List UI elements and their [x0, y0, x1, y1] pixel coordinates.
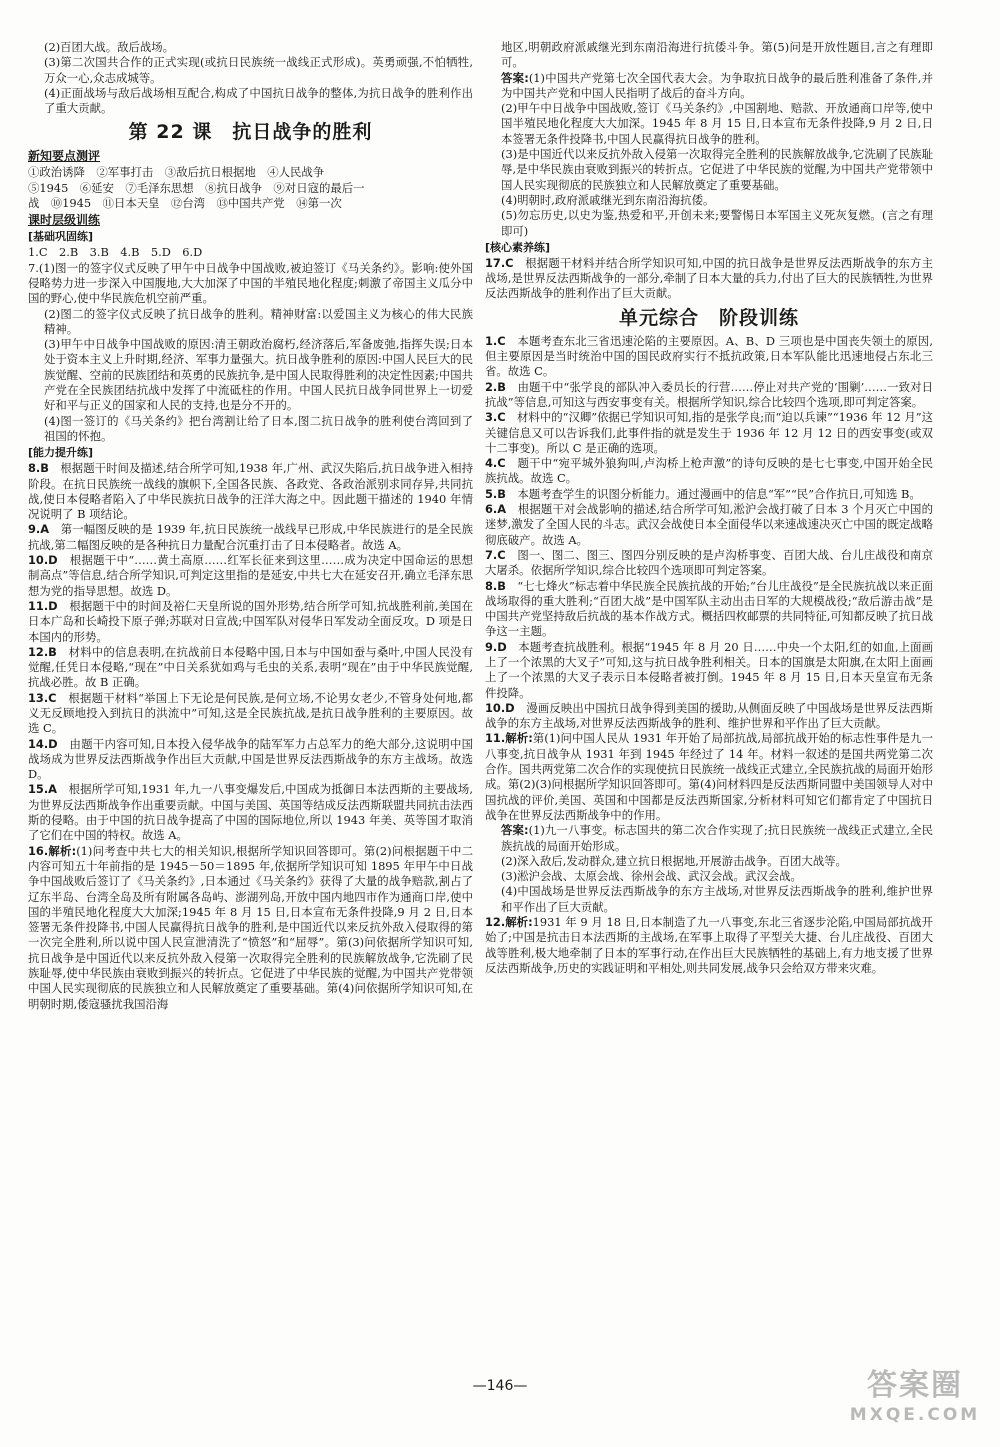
unit-question-item: 8.B “七七烽火”标志着中华民族全民族抗战的开始;“台儿庄战役”是全民族抗战以来正面战场取得的重大胜利;“百团大战”是中国军队主动出击日军的大规模战役;“敌后游击战”是中国共产党坚持敌后抗战的基本作战方式。概括四枚邮票的共同特征,可知都反映了抗日战争这一主题。: [485, 578, 933, 639]
question-item: 12.B 材料中的信息表明,在抗战前日本侵略中国,日本与中国如蚕与桑叶,中国人民没有觉醒,任凭日本侵略,“现在”中日关系犹如鸡与毛虫的关系,表明“现在”由于中华民族觉醒,抗战必胜。故 B 正确。: [28, 644, 473, 690]
basic-practice-label: [基础巩固练]: [28, 230, 94, 244]
prev-answer-3: (3)第二次国共合作的正式实现(或抗日民族统一战线正式形成)。英勇顽强,不怕牺牲,万众一心,众志成城等。: [44, 55, 473, 85]
unit-question-item: 3.C 材料中的“汉卿”依据已学知识可知,指的是张学良;而“迫以兵谏”“1936 年 12 月”这关键信息又可以告诉我们,此事件指的就是发生于 1936 年 12 月 12 日的西安事变(或双十二事变)。所以 C 是正确的选项。: [485, 410, 933, 455]
q16-answer: (3)是中国近代以来反抗外敌入侵第一次取得完全胜利的民族解放战争,它洗刷了民族耻辱,是中华民族由衰败到振兴的转折点。它促进了中华民族的觉醒,为中国共产党带领中国人民实现彻底的民族独立和人民解放奠定了重要基础。: [501, 147, 933, 192]
key-point-row: 战 ⑩1945 ⑪日本天皇 ⑫台湾 ⑬中国共产党 ⑭第一次: [28, 196, 342, 211]
question-item: 15.A 根据所学可知,1931 年,九一八事变爆发后,中国成为抵御日本法西斯的主要战场,为世界反法西斯战争作出重要贡献。中国与美国、英国等结成反法西斯联盟共同抗击法西斯的侵略。由于中国的抗日战争提高了中国的国际地位,所以 1943 年美、英等国才取消了它们在中国的特权。故选 A。: [28, 782, 473, 843]
q7-part4: (4)图一签订的《马关条约》把台湾割让给了日本,图二抗日战争的胜利使台湾回到了祖国的怀抱。: [44, 413, 473, 443]
left-column: [28, 40, 473, 1012]
q16-continued: 地区,明朝政府派戚继光到东南沿海进行抗倭斗争。第(5)问是开放性题目,言之有理即可。: [501, 40, 933, 70]
unit-title: 单元综合 阶段训练: [618, 306, 799, 329]
key-point-row: ⑤1945 ⑥延安 ⑦毛泽东思想 ⑧抗日战争 ⑨对日寇的最后一: [28, 180, 365, 195]
answers-1-6: 1.C 2.B 3.B 4.B 5.D 6.D: [28, 245, 203, 260]
unit-question-item: 7.C 图一、图二、图三、图四分别反映的是卢沟桥事变、百团大战、台儿庄战役和南京大屠杀。依据所学知识,综合比较四个选项即可判定答案。: [485, 547, 933, 578]
key-point-row: ①政治诱降 ②军事打击 ③敌后抗日根据地 ④人民战争: [28, 165, 325, 180]
watermark-url: MXQE.COM: [849, 1405, 981, 1425]
unit-question-item: 4.C 题干中“宛平城外狼狗叫,卢沟桥上枪声激”的诗句反映的是七七事变,中国开始全民族抗战。故选 C。: [485, 456, 933, 486]
question-item: 16.解析:(1)问考查中共七大的相关知识,根据所学知识回答即可。第(2)问根据题干中二内容可知五十年前指的是 1945－50＝1895 年,依据所学知识可知 1895 年甲午中日战争中国战败后签订了《马关条约》,日本通过《马关条约》获得了大量的战争赔款,割占了辽东半岛、台湾全岛及所有附属各岛屿、澎湖列岛,开放中国内地四市作为通商口岸,使中国的半殖民地化程度大大加深;1945 年 8 月 15 日,日本宣布无条件投降,9 月 2 日,日本签署无条件投降书,中国人民赢得抗日战争的胜利,是中国近代以来反抗外敌入侵取得的第一次完全胜利,所以说中国人民宣泄清洗了“愤怒”和“屈辱”。第(3)问依据所学知识可知,抗日战争是中国近代以来反抗外敌入侵第一次取得完全胜利的民族解放战争,它洗刷了民族耻辱,使中华民族由衰败到振兴的转折点。它促进了中华民族的觉醒,为中国共产党带领中国人民实现彻底的民族独立和人民解放奠定了重要基础。第(4)问依据所学知识可知,在明朝时期,倭寇骚扰我国沿海: [28, 843, 473, 1011]
question-item: 17.C 根据题干材料并结合所学知识可知,中国的抗日战争是世界反法西斯战争的东方主战场,是世界反法西斯战争的一部分,牵制了日本大量的兵力,付出了巨大的民族牺牲,为世界反法西斯战争的胜利作出了巨大贡献。: [485, 255, 933, 301]
question-item: 8.B 根据题干时间及描述,结合所学可知,1938 年,广州、武汉失陷后,抗日战争进入相持阶段。在抗日民族统一战线的旗帜下,全国各民族、各政党、各政治派别求同存异,共同抗战,使日本侵略者陷入了中华民族抗日战争的汪洋大海之中。因此题干描述的 1940 年情况说明了 B 项结论。: [28, 461, 473, 522]
unit-question-item: 12.解析:1931 年 9 月 18 日,日本制造了九一八事变,东北三省逐步沦陷,中国局部抗战开始了;中国是抗击日本法西斯的主战场,在军事上取得了平型关大捷、台儿庄战役、百团大战等胜利,极大地牵制了日本的军事行动,在作出巨大民族牺牲的基础上,有力地支援了世界反法西斯战争,历史的实践证明和平相处,则共同发展,战争只会给双方带来灾难。: [485, 915, 933, 975]
question-item: 11.D 根据题干中的时间及裕仁天皇所说的国外形势,结合所学可知,抗战胜利前,美国在日本广岛和长崎投下原子弹;苏联对日宣战;中国军队对侵华日军发动全面反攻。D 项是日本国内的形势。: [28, 598, 473, 644]
q7-part1: 7.(1)图一的签字仪式反映了甲午中日战争中国战败,被迫签订《马关条约》。影响:使外国侵略势力进一步深入中国腹地,大大加深了中国的半殖民地化程度;刺激了帝国主义瓜分中国的野心,使中华民族危机空前严重。: [28, 260, 473, 306]
question-item: 9.A 第一幅图反映的是 1939 年,抗日民族统一战线早已形成,中华民族进行的是全民族抗战,第二幅图反映的是各种抗日力量配合沉重打击了日本侵略者。故选 A。: [28, 522, 473, 552]
unit-question-item: 9.D 本题考查抗战胜利。根据“1945 年 8 月 20 日……中央一个太阳,红的如血,上面画上了一个浓黑的大叉子”可知,这与抗日战争胜利相关。日本的国旗是太阳旗,在太阳上面画上了一个浓黑的大叉子表示日本侵略者被打倒。1945 年 8 月 15 日,日本天皇宣布无条件投降。: [485, 639, 933, 700]
right-column: [485, 40, 933, 976]
question-item: 10.D 根据题干中“……黄土高原……红军长征来到这里……成为决定中国命运的思想制高点”等信息,结合所学知识,可判定这里指的是延安,中共七大在延安召开,确立毛泽东思想为党的指导思想。故选 D。: [28, 553, 473, 598]
page-number: —146—: [472, 1378, 528, 1394]
unit-answer: (2)深入敌后,发动群众,建立抗日根据地,开展游击战争。百团大战等。: [501, 853, 847, 868]
ability-practice-label: [能力提升练]: [28, 446, 94, 460]
q7-part2: (2)图二的签字仪式反映了抗日战争的胜利。精神财富:以爱国主义为核心的伟大民族精神。: [44, 306, 473, 336]
question-item: 14.D 由题干内容可知,日本投入侵华战争的陆军军力占总军力的绝大部分,这说明中国战场成为世界反法西斯战争作出巨大贡献,中国是世界反法西斯战争的东方主战场。故选 D。: [28, 736, 473, 782]
unit-answer: 答案:(1)九一八事变。标志国共的第二次合作实现了;抗日民族统一战线正式建立,全民族抗战的局面开始形成。: [501, 823, 933, 853]
question-item: 13.C 根据题干材料“举国上下无论是何民族,是何立场,不论男女老少,不管身处何地,都义无反顾地投入到抗日的洪流中”可知,这是全民族抗战,是抗日战争胜利的主要原因。故选 C。: [28, 690, 473, 736]
lesson-title: 第 22 课 抗日战争的胜利: [128, 121, 373, 144]
q16-answer: 答案:(1)中国共产党第七次全国代表大会。为争取抗日战争的最后胜利准备了条件,并为中国共产党和中国人民指明了战后的奋斗方向。: [501, 70, 933, 100]
unit-answer: (3)淞沪会战、太原会战、徐州会战、武汉会战。武汉会战。: [501, 869, 802, 884]
section-new-knowledge: 新知要点测评: [28, 149, 101, 164]
unit-question-item: 2.B 由题干中“张学良的部队冲入委员长的行营……停止对共产党的‘围剿’……一致对日抗战”等信息,可知这与西安事变有关。根据所学知识,综合比较四个选项,即可判定答案。: [485, 379, 933, 409]
q16-answer: (4)明朝时,政府派戚继光到东南沿海抗倭。: [501, 192, 715, 207]
core-literacy-label: [核心素养练]: [485, 240, 551, 254]
watermark-logo: [840, 1368, 990, 1440]
prev-answer-4: (4)正面战场与敌后战场相互配合,构成了中国抗日战争的整体,为抗日战争的胜利作出了重大贡献。: [44, 85, 473, 116]
unit-question-item: 5.B 本题考查学生的识图分析能力。通过漫画中的信息“军”“民”合作抗日,可知选 B。: [485, 486, 921, 501]
unit-question-item: 6.A 根据题干对会战影响的描述,结合所学可知,淞沪会战打破了日本 3 个月灭亡中国的迷梦,激发了全国人民的斗志。武汉会战使日本全面侵华以来速战速决灭亡中国的既定战略彻底破产。故选 A。: [485, 502, 933, 547]
q16-answer: (5)勿忘历史,以史为鉴,热爱和平,开创未来;要警惕日本军国主义死灰复燃。(言之有理即可): [501, 208, 933, 238]
unit-question-item: 10.D 漫画反映出中国抗日战争得到美国的援助,从侧面反映了中国战场是世界反法西斯战争的东方主战场,对世界反法西斯战争的胜利、维护世界和平作出了巨大贡献。: [485, 700, 933, 731]
q7-part3: (3)甲午中日战争中国战败的原因:清王朝政治腐朽,经济落后,军备废弛,指挥失误;日本处于资本主义上升时期,经济、军事力量强大。抗日战争胜利的原因:中国人民巨大的民族觉醒、空前的民族团结和英勇的民族抗争,是中国人民取得胜利的决定性因素;中国共产党在全民族团结抗战中发挥了中流砥柱的作用。中国人民抗日战争同世界上一切爱好和平与正义的国家和人民的支持,也是分不开的。: [44, 337, 473, 413]
section-lesson-training: 课时层级训练: [28, 213, 101, 228]
unit-question-item: 1.C 本题考查东北三省迅速沦陷的主要原因。A、B、D 三项也是中国丧失领土的原因,但主要原因是当时统治中国的国民政府实行不抵抗政策,日本军队能比迅速地侵占东北三省。故选 C。: [485, 333, 933, 379]
q16-answer: (2)甲午中日战争中国战败,签订《马关条约》,中国割地、赔款、开放通商口岸等,使中国半殖民地化程度大大加深。1945 年 8 月 15 日,日本宣布无条件投降,9 月 2 日,日本签署无条件投降书,中国人民赢得抗日战争的胜利。: [501, 101, 933, 146]
unit-answer: (4)中国战场是世界反法西斯战争的东方主战场,对世界反法西斯战争的胜利,维护世界和平作出了巨大贡献。: [501, 884, 933, 914]
unit-question-item: 11.解析:第(1)问中国人民从 1931 年开始了局部抗战,局部抗战开始的标志性事件是九一八事变,抗日战争从 1931 年到 1945 年经过了 14 年。材料一叙述的是国共两党第二次合作。国共两党第二次合作的实现使抗日民族统一战线正式建立,全民族抗战的局面开始形成。第(2)(3)问根据所学知识回答即可。第(4)问材料四是反法西斯同盟中美国领导人对中国抗战的评价,美国、英国和中国都是反法西斯国家,分析材料可知它们都肯定了中国抗日战争在世界反法西斯战争中的作用。: [485, 731, 933, 822]
prev-answer-2: (2)百团大战。敌后战场。: [44, 40, 175, 54]
watermark-text: 答案圈: [867, 1368, 963, 1403]
